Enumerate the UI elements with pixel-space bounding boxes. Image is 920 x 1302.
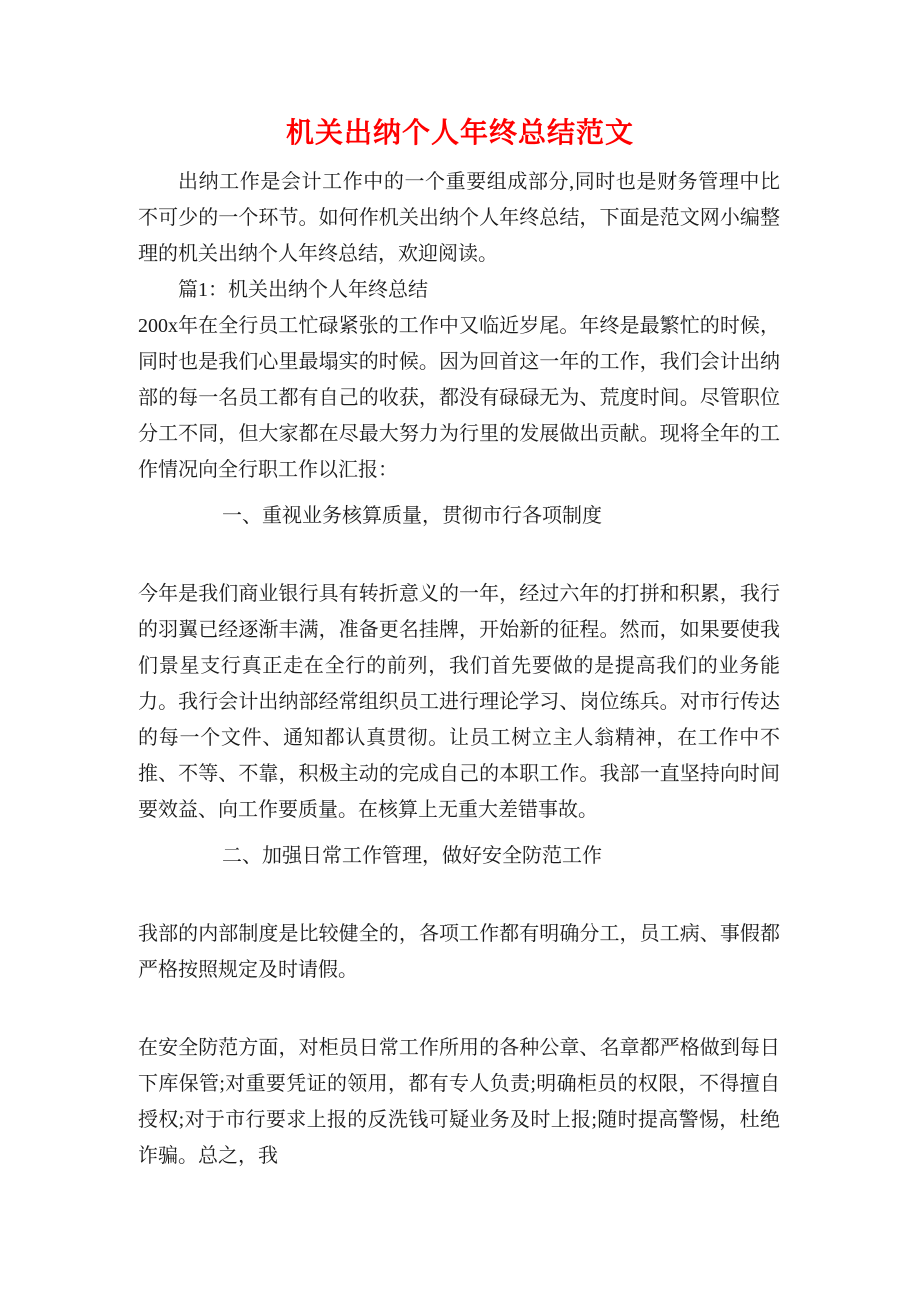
document-title: 机关出纳个人年终总结范文 <box>285 117 634 148</box>
paragraph: 200x年在全行员工忙碌紧张的工作中又临近岁尾。年终是最繁忙的时候，同时也是我们心里最塌实的时候。因为回首这一年的工作，我们会计出纳部的每一名员工都有自己的收获，都没有碌碌无为、荒度时间。尽管职位分工不同，但大家都在尽最大努力为行里的发展做出贡献。现将全年的工作情况向全行职工作以汇报： <box>138 315 780 481</box>
paragraph: 篇1：机关出纳个人年终总结 <box>178 279 428 301</box>
paragraph: 在安全防范方面，对柜员日常工作所用的各种公章、名章都严格做到每日下库保管;对重要凭证的领用，都有专人负责;明确柜员的权限，不得擅自授权;对于市行要求上报的反洗钱可疑业务及时上报;随时提高警惕，杜绝诈骗。总之，我 <box>138 1037 780 1167</box>
paragraph: 出纳工作是会计工作中的一个重要组成部分,同时也是财务管理中比不可少的一个环节。如何作机关出纳个人年终总结，下面是范文网小编整理的机关出纳个人年终总结，欢迎阅读。 <box>138 171 780 265</box>
blank-line <box>138 534 780 576</box>
blank-line <box>138 988 780 1030</box>
section-heading: 二、加强日常工作管理，做好安全防范工作 <box>222 845 602 867</box>
blank-line <box>138 874 780 916</box>
paragraph: 今年是我们商业银行具有转折意义的一年，经过六年的打拼和积累，我行的羽翼已经逐渐丰满，准备更名挂牌，开始新的征程。然而，如果要使我们景星支行真正走在全行的前列，我们首先要做的是提高我们的业务能力。我行会计出纳部经常组织员工进行理论学习、岗位练兵。对市行传达的每一个文件、通知都认真贯彻。让员工树立主人翁精神，在工作中不推、不等、不靠，积极主动的完成自己的本职工作。我部一直坚持向时间要效益、向工作要质量。在核算上无重大差错事故。 <box>138 583 780 821</box>
document-body <box>138 164 780 1174</box>
section-heading: 一、重视业务核算质量，贯彻市行各项制度 <box>222 505 602 527</box>
paragraph: 我部的内部制度是比较健全的，各项工作都有明确分工，员工病、事假都严格按照规定及时请假。 <box>138 923 780 981</box>
